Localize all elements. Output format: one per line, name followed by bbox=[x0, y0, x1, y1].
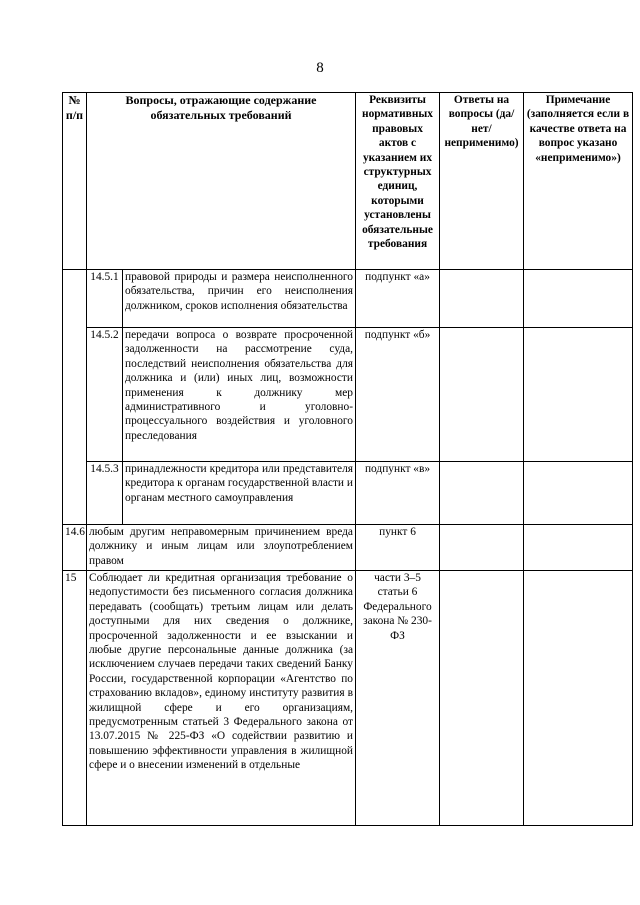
table-row bbox=[63, 462, 633, 525]
table-row bbox=[63, 571, 633, 826]
requisite-text: части 3–5 статьи 6 Федерального закона № 230-ФЗ bbox=[356, 571, 440, 826]
answer-cell[interactable] bbox=[440, 270, 524, 328]
row-number: 14.5.1 bbox=[87, 270, 123, 328]
page-number: 8 bbox=[316, 60, 324, 76]
header-requisites: Реквизиты нормативных правовых актов с указанием их структурных единиц, которыми установлены обязательные требования bbox=[356, 93, 440, 270]
requisite-text: подпункт «б» bbox=[356, 328, 440, 462]
header-number: № п/п bbox=[63, 93, 87, 270]
table-row bbox=[63, 270, 633, 328]
table-row bbox=[63, 525, 633, 571]
header-questions: Вопросы, отражающие содержание обязательных требований bbox=[87, 93, 356, 270]
requisite-text: подпункт «в» bbox=[356, 462, 440, 525]
requisite-text: пункт 6 bbox=[356, 525, 440, 571]
question-text: передачи вопроса о возврате просроченной задолженности на рассмотрение суда, последствий неисполнения обязательства для должника и (или) иных лиц, возможности применения к должнику мер административного и уголовно-процессуального воздействия и уголовного преследования bbox=[123, 328, 356, 462]
note-cell[interactable] bbox=[524, 525, 633, 571]
note-cell[interactable] bbox=[524, 462, 633, 525]
answer-cell[interactable] bbox=[440, 525, 524, 571]
question-text: любым другим неправомерным причинением вреда должнику и иным лицам или злоупотреблением правом bbox=[87, 525, 356, 571]
parent-number-cell bbox=[63, 270, 87, 525]
answer-cell[interactable] bbox=[440, 462, 524, 525]
header-note: Примечание (заполняется если в качестве ответа на вопрос указано «неприменимо») bbox=[524, 93, 633, 270]
row-number: 14.5.3 bbox=[87, 462, 123, 525]
question-text: принадлежности кредитора или представителя кредитора к органам государственной власти и органам местного самоуправления bbox=[123, 462, 356, 525]
note-cell[interactable] bbox=[524, 270, 633, 328]
table-header-row bbox=[63, 93, 633, 270]
question-text: правовой природы и размера неисполненного обязательства, причин его неисполнения должником, сроков исполнения обязательства bbox=[123, 270, 356, 328]
row-number: 14.5.2 bbox=[87, 328, 123, 462]
note-cell[interactable] bbox=[524, 328, 633, 462]
requisite-text: подпункт «а» bbox=[356, 270, 440, 328]
row-number: 14.6 bbox=[63, 525, 87, 571]
header-answers: Ответы на вопросы (да/нет/ неприменимо) bbox=[440, 93, 524, 270]
row-number: 15 bbox=[63, 571, 87, 826]
answer-cell[interactable] bbox=[440, 571, 524, 826]
question-text: Соблюдает ли кредитная организация требование о недопустимости без письменного согласия должника передавать (сообщать) третьим лицам или делать доступными для них сведения о должнике, просроченной задолженности и ее взыскании и любые другие персональные данные должника (за исключением случаев передачи таких сведений Банку России, государственной корпорации «Агентство по страхованию вкладов», единому институту развития в жилищной сфере и его организациям, предусмотренным статьей 3 Федерального закона от 13.07.2015 № 225-ФЗ «О содействии развитию и повышению эффективности управления в жилищной сфере и о внесении изменений в отдельные bbox=[87, 571, 356, 826]
note-cell[interactable] bbox=[524, 571, 633, 826]
answer-cell[interactable] bbox=[440, 328, 524, 462]
requirements-table bbox=[62, 92, 633, 826]
table-row bbox=[63, 328, 633, 462]
